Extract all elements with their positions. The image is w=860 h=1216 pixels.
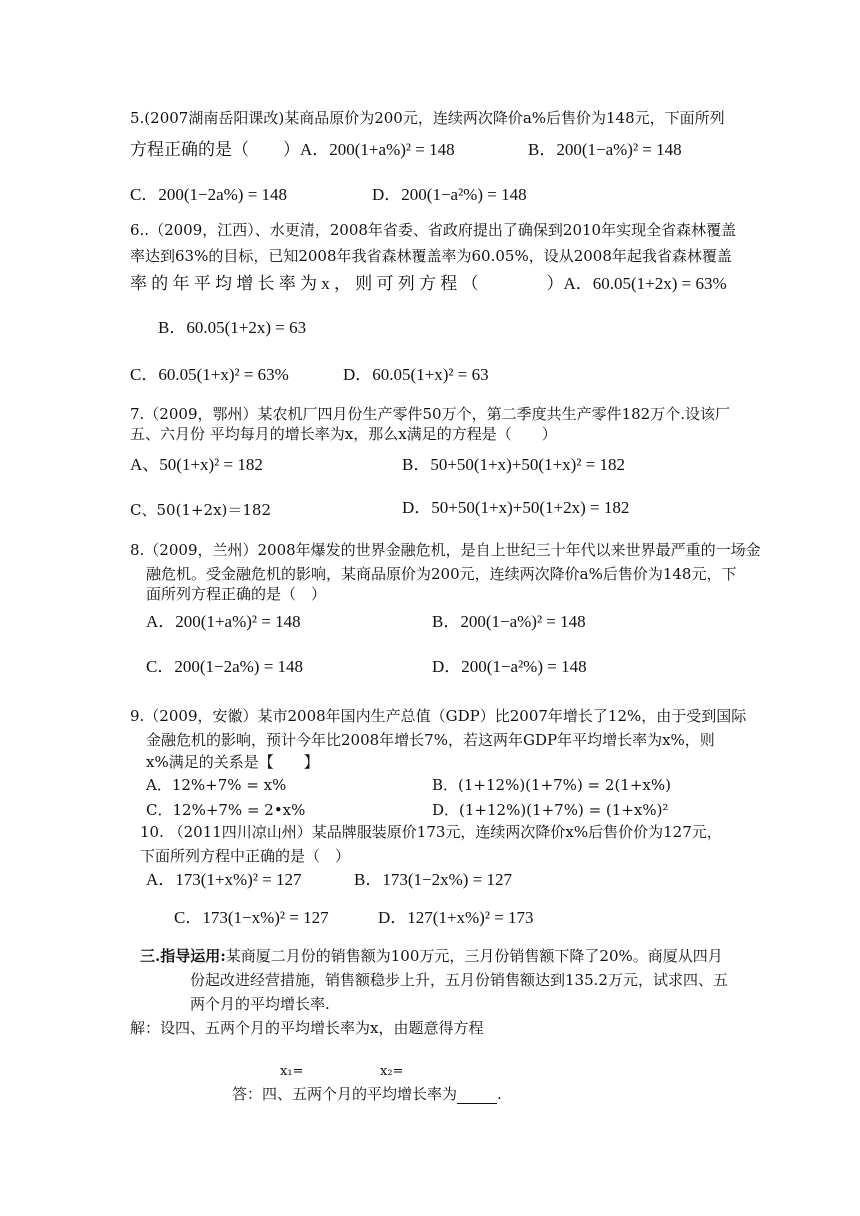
q8-option-c: C．200(1−2a%) = 148 (146, 657, 304, 676)
solution-line1: 解：设四、五两个月的平均增长率为x，由题意得方程 (130, 1019, 484, 1037)
q7-option-b: B．50+50(1+x)+50(1+x)² = 182 (402, 455, 626, 474)
q5-option-d: D．200(1−a²%) = 148 (372, 185, 527, 204)
q7-option-a: A、50(1+x)² = 182 (130, 455, 263, 474)
q8-option-b: B．200(1−a%)² = 148 (432, 612, 586, 631)
guide-text-1: 某商厦二月份的销售额为100万元，三月份销售额下降了20%。商厦从四月 (225, 947, 723, 965)
q7-option-c: C、50(1+2x)＝182 (130, 501, 272, 519)
q9-option-b: B．(1+12%)(1+7%) = 2(1+x%) (432, 776, 671, 794)
q6-option-b: B．60.05(1+2x) = 63 (158, 318, 307, 337)
q8-line2: 融危机。受金融危机的影响，某商品原价为200元，连续两次降价a%后售价为148元，下 (146, 565, 737, 583)
answer-blank[interactable] (457, 1087, 497, 1104)
q10-line2: 下面所列方程中正确的是（ ） (140, 847, 351, 865)
q7-line1: 7.（2009，鄂州）某农机厂四月份生产零件50万个，第二季度共生产零件182万个.设该厂 (130, 405, 730, 423)
answer-end: . (497, 1085, 502, 1103)
guide-line1 (140, 946, 723, 966)
q7-option-d: D．50+50(1+x)+50(1+2x) = 182 (402, 498, 630, 517)
q10-option-c: C．173(1−x%)² = 127 (174, 908, 329, 927)
q10-option-b: B．173(1−2x%) = 127 (354, 870, 512, 889)
solution-x2: x₂= (380, 1064, 404, 1079)
guide-heading: 三.指导运用: (140, 947, 226, 965)
q9-option-d: D．(1+12%)(1+7%) = (1+x%)² (432, 801, 669, 819)
q8-line1: 8.（2009，兰州）2008年爆发的世界金融危机，是自上世纪三十年代以来世界最严重的一场金 (130, 541, 761, 559)
solution-x1: x₁= (280, 1064, 304, 1079)
q8-option-d: D．200(1−a²%) = 148 (432, 657, 587, 676)
q5-option-b: B．200(1−a%)² = 148 (528, 140, 682, 159)
q5-line2: 方程正确的是（ ）A．200(1+a%)² = 148 (130, 140, 455, 159)
q6-line3: 率 的 年 平 均 增 长 率 为 x ， 则 可 列 方 程 （ ）A．60.05(1+2x) = 63% (130, 274, 727, 293)
guide-line3: 两个月的平均增长率. (190, 995, 330, 1013)
q5-option-c: C．200(1−2a%) = 148 (130, 185, 288, 204)
q9-line2: 金融危机的影响，预计今年比2008年增长7%，若这两年GDP年平均增长率为x%，则 (146, 731, 715, 749)
q9-option-a: A．12%+7% = x% (146, 776, 287, 794)
q10-option-d: D．127(1+x%)² = 173 (378, 908, 534, 927)
q9-line1: 9.（2009，安徽）某市2008年国内生产总值（GDP）比2007年增长了12%，由于受到国际 (130, 707, 747, 725)
q6-line2: 率达到63%的目标，已知2008年我省森林覆盖率为60.05%，设从2008年起我省森林覆盖 (130, 247, 732, 265)
q10-line1: 10. （2011四川凉山州）某品牌服装原价173元，连续两次降价x%后售价价为127元， (140, 823, 722, 841)
q8-option-a: A．200(1+a%)² = 148 (146, 612, 301, 631)
guide-line2: 份起改进经营措施，销售额稳步上升，五月份销售额达到135.2万元，试求四、五 (190, 971, 728, 989)
q10-option-a: A．173(1+x%)² = 127 (146, 870, 302, 889)
q6-line1: 6..（2009，江西）、水更清，2008年省委、省政府提出了确保到2010年实现全省森林覆盖 (130, 221, 737, 239)
answer-text: 答：四、五两个月的平均增长率为 (232, 1085, 458, 1103)
q8-line3: 面所列方程正确的是（ ） (146, 585, 327, 603)
solution-answer (232, 1084, 502, 1104)
q9-option-c: C．12%+7% = 2•x% (146, 801, 306, 819)
q7-line2: 五、六月份 平均每月的增长率为x，那么x满足的方程是（ ） (130, 425, 557, 443)
q5-line1: 5.(2007湖南岳阳课改)某商品原价为200元，连续两次降价a%后售价为148元，下面所列 (130, 109, 725, 127)
q6-option-c: C．60.05(1+x)² = 63% (130, 365, 289, 384)
q6-option-d: D．60.05(1+x)² = 63 (343, 365, 489, 384)
q9-line3: x%满足的关系是【 】 (146, 753, 319, 771)
